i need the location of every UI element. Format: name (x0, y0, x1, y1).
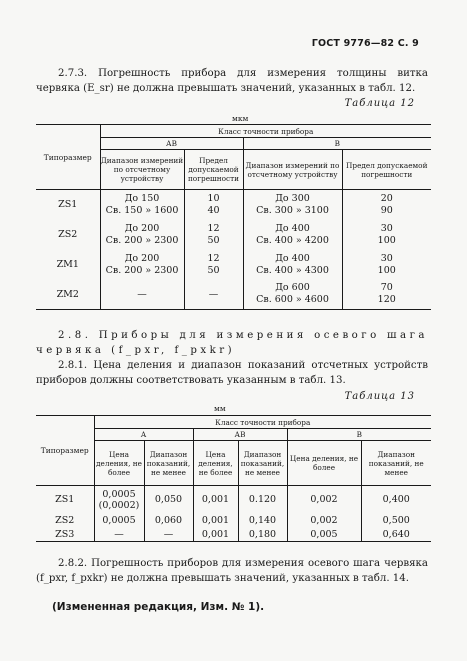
t13-a-range: — (144, 528, 193, 542)
t12-b-limit: 30 (380, 222, 393, 234)
t12-ab-range: Св. 200 » 2300 (105, 264, 179, 276)
t12-header-class: Класс точности прибора (100, 125, 431, 138)
t12-sub-range-ab: Диапазон измерений по отсчетному устройству (100, 150, 184, 190)
t12-b-limit: 100 (377, 264, 396, 276)
table-row (36, 250, 431, 280)
paragraph-2-7-3: 2.7.3. Погрешность прибора для измерения толщины витка червяка (E_sr) не должна превышать значений, указанных в табл. 12. (36, 68, 428, 94)
t12-b-range: Св. 400 » 4300 (256, 264, 329, 276)
t13-a-range: 0,060 (144, 514, 193, 528)
t13-sub-range-a: Диапазон показаний, не менее (144, 441, 193, 486)
table-row (36, 528, 431, 542)
table-12 (36, 124, 431, 310)
table13-unit: мм (214, 404, 226, 413)
t12-b-range: Св. 300 » 3100 (256, 204, 329, 216)
t13-header-class: Класс точности прибора (94, 416, 431, 429)
t12-ab-limit: 40 (207, 204, 220, 216)
t13-a-price-alt: (0,0002) (98, 499, 140, 511)
t12-ab-limit: 12 (207, 222, 220, 234)
t13-class-b: В (287, 429, 431, 441)
t12-ab-range: — (100, 280, 184, 310)
t13-ab-range: 0.120 (238, 486, 287, 514)
section-2-8-title: 2.8. Приборы для измерения осевого шага червяка (f_pxr, f_pxkr) (36, 330, 428, 356)
t12-ab-limit: — (184, 280, 243, 310)
t13-ab-price: 0,001 (193, 514, 238, 528)
table12-caption: Таблица 12 (344, 98, 415, 109)
t12-size: ZS1 (36, 190, 100, 220)
t12-b-range: До 400 (275, 222, 310, 234)
t13-b-range: 0,400 (382, 494, 410, 506)
t13-b-price: 0,005 (287, 528, 361, 542)
t13-b-price: 0,002 (287, 486, 361, 514)
t12-b-range: Св. 600 » 4600 (256, 294, 329, 306)
t12-header-size: Типоразмер (36, 125, 100, 190)
table-13 (36, 415, 431, 542)
t12-b-limit: 100 (377, 234, 396, 246)
paragraph-2-8-2: 2.8.2. Погрешность приборов для измерения осевого шага червяка (f_pxr, f_pxkr) не должна превышать значений, указанных в табл. 14. (36, 558, 428, 584)
edition-note: (Измененная редакция, Изм. № 1). (52, 601, 265, 613)
table-row (36, 190, 431, 220)
t13-ab-range: 0,140 (238, 514, 287, 528)
t12-b-range: До 300 (275, 192, 310, 204)
t13-b-range: 0,500 (382, 515, 410, 526)
t13-class-a: А (94, 429, 193, 441)
t12-size: ZS2 (36, 220, 100, 250)
t12-b-limit: 90 (380, 204, 393, 216)
t13-sub-price-ab: Цена деления, не более (193, 441, 238, 486)
t13-size: ZS2 (36, 514, 94, 528)
t12-ab-limit: 50 (207, 234, 220, 246)
table12-unit: мкм (232, 114, 249, 123)
t13-a-price: 0,0005 (94, 514, 144, 528)
t13-sub-price-b: Цена деления, не более (287, 441, 361, 486)
t12-class-ab: АВ (100, 138, 243, 150)
t13-sub-price-a: Цена деления, не более (94, 441, 144, 486)
t13-sub-range-ab: Диапазон показаний, не менее (238, 441, 287, 486)
table-row (36, 220, 431, 250)
t12-ab-range: До 200 (124, 252, 160, 264)
t12-ab-range: Св. 150 » 1600 (105, 204, 179, 216)
t13-b-price: 0,002 (287, 514, 361, 528)
t13-size: ZS1 (36, 486, 94, 514)
t13-header-size: Типоразмер (36, 416, 94, 486)
t12-ab-limit: 10 (207, 192, 220, 204)
t12-b-range: Св. 400 » 4200 (256, 234, 329, 246)
t12-b-range: До 400 (275, 252, 310, 264)
table-row (36, 280, 431, 310)
t13-ab-range: 0,180 (238, 528, 287, 542)
t12-sub-limit-b: Предел допускаемой погрешности (342, 150, 431, 190)
table-row (36, 486, 431, 514)
t12-ab-range: До 150 (124, 192, 160, 204)
t12-ab-limit: 12 (207, 252, 220, 264)
paragraph-2-8-1: 2.8.1. Цена деления и диапазон показаний отсчетных устройств приборов должны соответствовать указанным в табл. 13. (36, 360, 428, 386)
page-header: ГОСТ 9776—82 С. 9 (311, 38, 419, 49)
t12-ab-limit: 50 (207, 264, 220, 276)
t13-a-price: — (94, 528, 144, 542)
t13-ab-price: 0,001 (193, 486, 238, 514)
t12-size: ZM2 (36, 280, 100, 310)
table13-caption: Таблица 13 (344, 391, 415, 402)
t13-b-range: 0,640 (361, 528, 431, 542)
t12-ab-range: До 200 (124, 222, 160, 234)
t12-size: ZM1 (36, 250, 100, 280)
t13-class-ab: АВ (193, 429, 287, 441)
t13-size: ZS3 (36, 528, 94, 542)
t12-b-limit: 70 (380, 282, 393, 294)
t12-b-limit: 20 (380, 192, 393, 204)
t12-ab-range: Св. 200 » 2300 (105, 234, 179, 246)
t12-sub-range-b: Диапазон измерений по отсчетному устройству (243, 150, 342, 190)
t13-a-range: 0,050 (144, 486, 193, 514)
t12-b-limit: 120 (377, 294, 396, 306)
table-row (36, 514, 431, 528)
t12-class-b: В (243, 138, 431, 150)
t12-b-limit: 30 (380, 252, 393, 264)
t12-sub-limit-ab: Предел допускаемой погрешности (184, 150, 243, 190)
t12-b-range: До 600 (275, 282, 310, 294)
t13-sub-range-b: Диапазон показаний, не менее (361, 441, 431, 486)
t13-a-price: 0,0005 (102, 488, 136, 500)
t13-ab-price: 0,001 (193, 528, 238, 542)
